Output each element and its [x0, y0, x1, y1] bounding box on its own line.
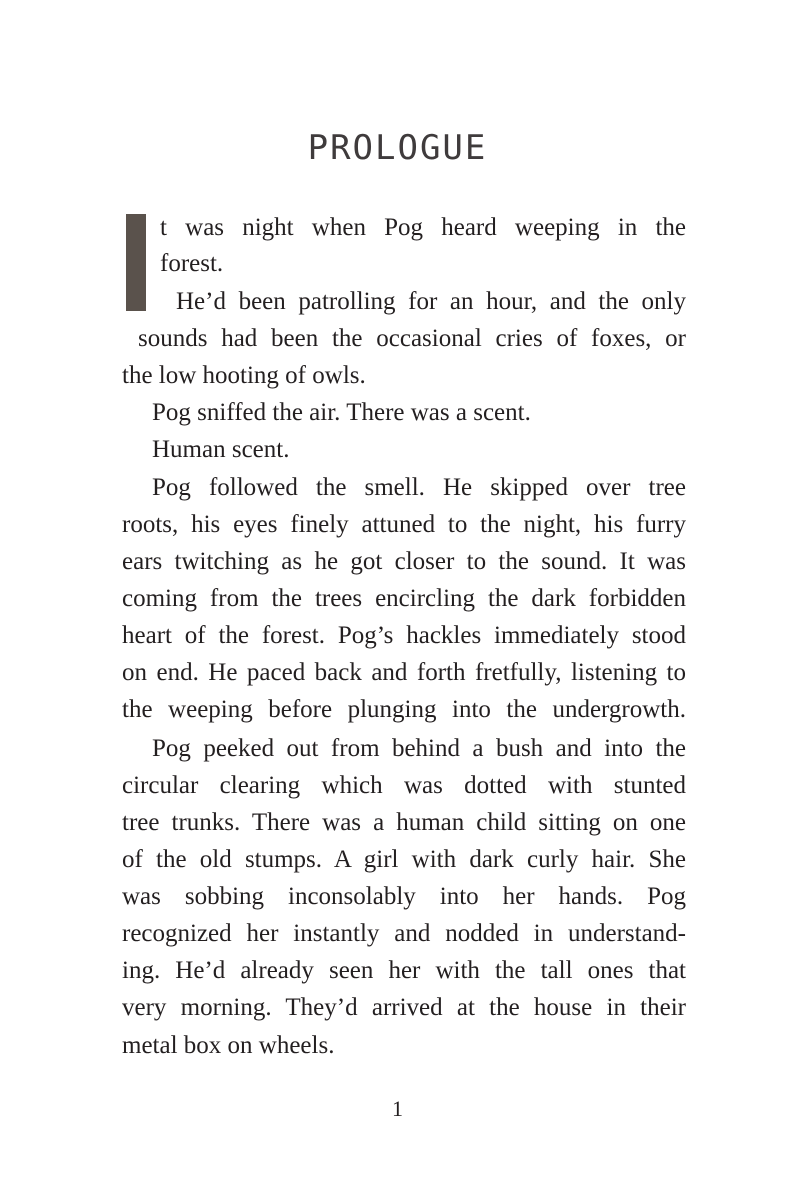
body-text-line: Human scent. [152, 436, 290, 463]
body-text-line: the low hooting of owls. [122, 362, 366, 389]
body-text-line: Pog peeked out from behind a bush and into the [152, 735, 686, 762]
body-text-line: of the old stumps. A girl with dark curly hair. She [122, 846, 686, 873]
body-text-line: very morning. They’d arrived at the house in their [122, 994, 686, 1021]
body-text-line: forest. [160, 250, 224, 277]
body-text-line: roots, his eyes finely attuned to the night, his furry [122, 511, 686, 538]
body-text-line: was sobbing inconsolably into her hands. Pog [122, 883, 686, 910]
body-text-line: coming from the trees encircling the dark forbidden [122, 585, 686, 612]
drop-cap-i [126, 214, 146, 311]
chapter-title: PROLOGUE [307, 128, 488, 168]
body-text-line: sounds had been the occasional cries of foxes, or [138, 325, 686, 352]
body-text-line: circular clearing which was dotted with stunted [122, 772, 686, 799]
body-text-line: metal box on wheels. [122, 1032, 335, 1059]
body-text-line: Pog sniffed the air. There was a scent. [152, 399, 531, 426]
body-text-line: t was night when Pog heard weeping in the [160, 214, 686, 241]
page-number: 1 [392, 1096, 403, 1121]
body-text-line: ears twitching as he got closer to the sound. It was [122, 548, 686, 575]
body-text-line: ing. He’d already seen her with the tall ones that [122, 957, 686, 984]
body-text-line: tree trunks. There was a human child sitting on one [122, 809, 686, 836]
body-text-line: heart of the forest. Pog’s hackles immediately stood [122, 622, 686, 649]
body-text-line: the weeping before plunging into the undergrowth. [122, 696, 686, 723]
body-text-line: recognized her instantly and nodded in understand- [122, 920, 686, 947]
body-text-line: on end. He paced back and forth fretfully, listening to [122, 659, 686, 686]
body-text-line: He’d been patrolling for an hour, and the only [176, 288, 686, 315]
body-text-line: Pog followed the smell. He skipped over tree [152, 474, 686, 501]
